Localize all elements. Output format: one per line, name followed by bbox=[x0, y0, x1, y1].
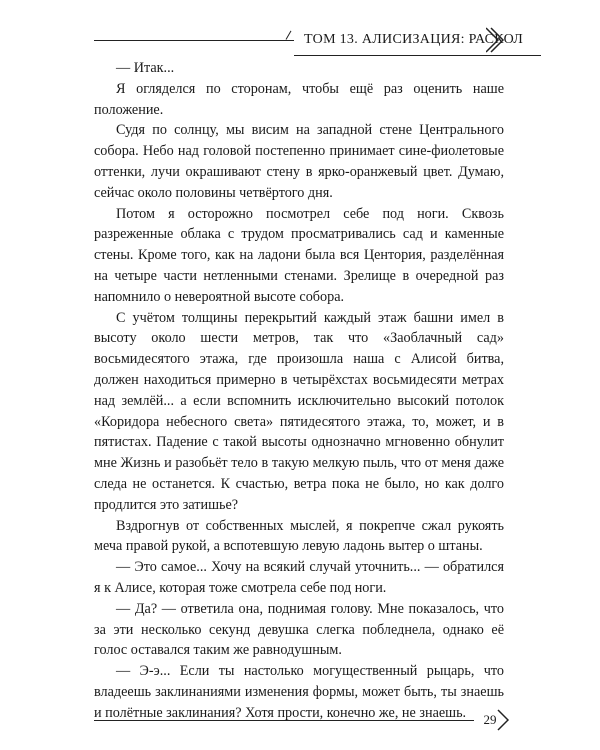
footer-chevron-icon bbox=[496, 708, 510, 732]
paragraph: Потом я осторожно посмотрел себе под ноги. Сквозь разреженные облака с трудом просматривались сад и каменные стены. Кроме того, как на ладони была вся Центория, разделённая на четыре части нетленными стенами. Зрелище в очередной раз напомнило о невероятной высоте собора. bbox=[94, 205, 504, 305]
header-rule bbox=[94, 40, 294, 41]
paragraph: Судя по солнцу, мы висим на западной стене Центрального собора. Небо над головой постепенно принимает сине-фиолетовые оттенки, лучи окрашивают стену в ярко-оранжевый цвет. Думаю, сейчас около половины четвёртого дня. bbox=[94, 122, 504, 201]
paragraph: — Итак... bbox=[116, 60, 175, 76]
paragraph: Вздрогнув от собственных мыслей, я покрепче сжал рукоять меча правой рукой, а вспотевшую левую ладонь вытер о штаны. bbox=[94, 517, 504, 555]
paragraph: — Э-э... Если ты настолько могущественный рыцарь, что владеешь заклинаниями изменения формы, может быть, ты знаешь и полётные заклинания? Хотя прости, конечно же, не знаешь. bbox=[94, 663, 504, 721]
page-number: 29 bbox=[483, 712, 497, 727]
paragraph: С учётом толщины перекрытий каждый этаж башни имел в высоту около шести метров, так что «Заоблачный сад» восьмидесятого этажа, где произошла наша с Алисой битва, должен находиться примерно в четырёхстах восьмидесяти метрах над землёй... а если вспомнить исключительно высокий потолок «Коридора небесного света» пятидесятого этажа, то, может, и в пятистах. Падение с такой высоты однозначно мгновенно обнулит мне Жизнь и разобьёт тело в такую мелкую пыль, что от меня даже следа не останется. К счастью, ветра пока не было, но как долго продлится это затишье? bbox=[94, 309, 504, 513]
footer-rule bbox=[94, 720, 474, 721]
header-chevron-icon bbox=[486, 25, 506, 55]
paragraph: Я огляделся по сторонам, чтобы ещё раз оценить наше положение. bbox=[94, 80, 504, 118]
paragraph: — Это самое... Хочу на всякий случай уточнить... — обратился я к Алисе, которая тоже смотрела себе под ноги. bbox=[94, 559, 504, 596]
paragraph: — Да? — ответила она, поднимая голову. Мне показалось, что за эти несколько секунд девушка слегка побледнела, однако её голос оставался таким же равнодушным. bbox=[94, 600, 504, 659]
body-text bbox=[94, 58, 504, 724]
running-header-title: ТОМ 13. АЛИСИЗАЦИЯ: РАСКОЛ bbox=[294, 25, 541, 56]
